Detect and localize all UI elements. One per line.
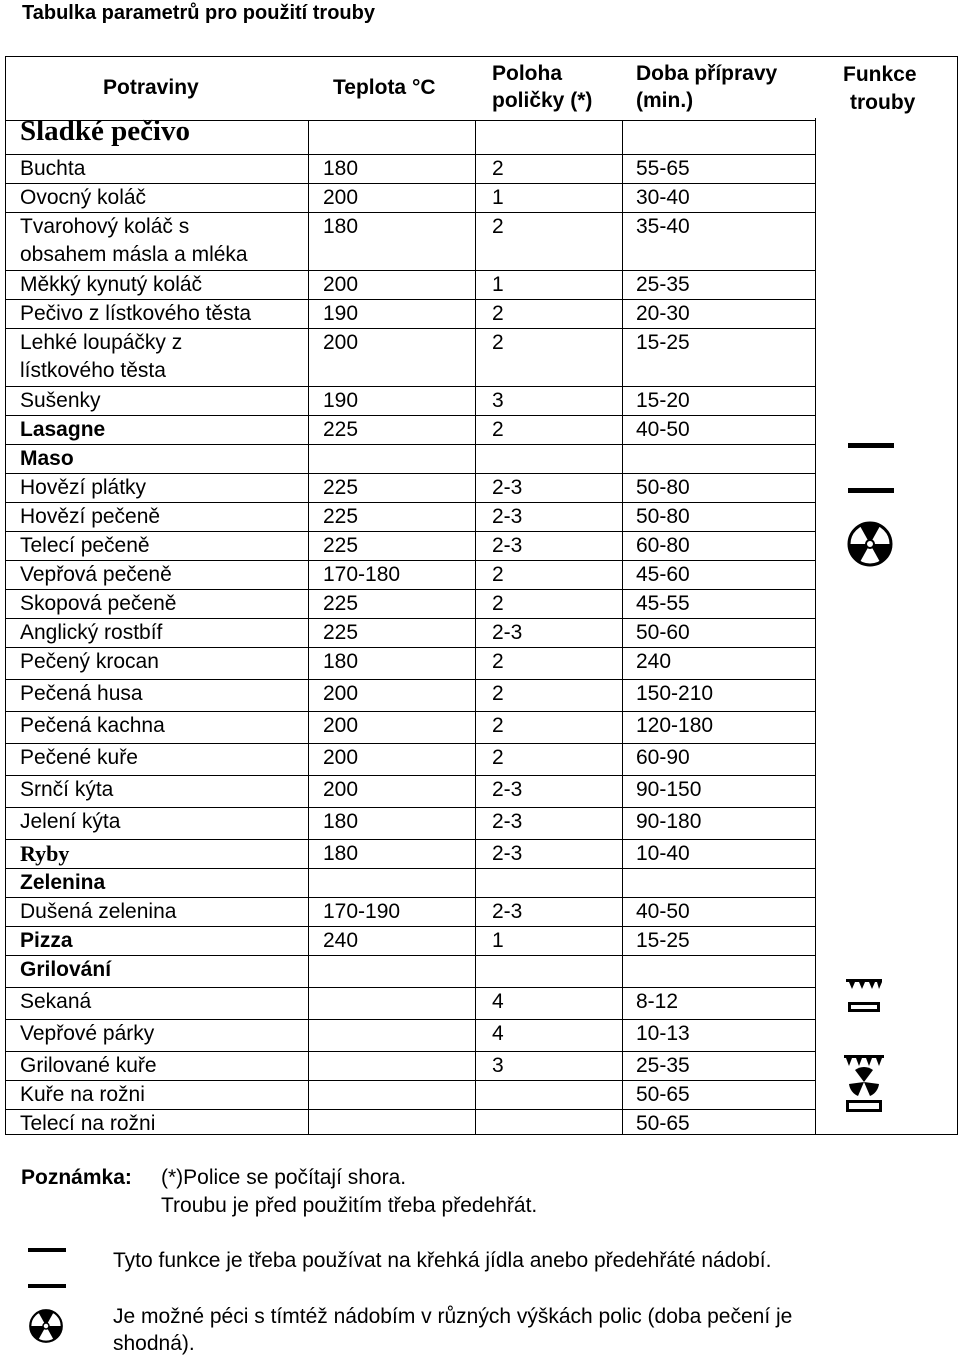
table-cell-shelf: 2 xyxy=(492,682,504,705)
table-cell-food: Lasagne xyxy=(20,418,106,441)
table-cell-time: 50-80 xyxy=(636,476,690,499)
note-line-1: (*)Police se počítají shora. xyxy=(161,1166,407,1189)
table-cell-food: Telecí pečeně xyxy=(20,534,150,557)
table-cell-time: 15-25 xyxy=(636,331,690,354)
table-cell-temp: 240 xyxy=(323,929,359,952)
table-cell-food: Ryby xyxy=(20,841,70,866)
table-cell-food: Zelenina xyxy=(20,871,106,894)
table-cell-shelf: 2-3 xyxy=(492,476,523,499)
table-cell-food: Pečená husa xyxy=(20,682,143,705)
table-cell-temp: 190 xyxy=(323,302,359,325)
table-cell-shelf: 2-3 xyxy=(492,900,523,923)
table-cell-food: Hovězí plátky xyxy=(20,476,147,499)
table-cell-time: 40-50 xyxy=(636,418,690,441)
row-divider xyxy=(6,926,816,927)
table-cell-temp: 200 xyxy=(323,714,359,737)
table-cell-time: 45-60 xyxy=(636,563,690,586)
header-shelf-1: Poloha xyxy=(492,62,563,85)
document-title: Tabulka parametrů pro použití trouby xyxy=(22,2,375,24)
table-cell-shelf: 2-3 xyxy=(492,534,523,557)
legend-line-2b: shodná). xyxy=(113,1332,195,1355)
legend-top-bottom-heat-icon xyxy=(27,1244,67,1292)
table-cell-time: 15-20 xyxy=(636,389,690,412)
table-cell-shelf: 2-3 xyxy=(492,505,523,528)
row-divider xyxy=(6,839,816,840)
table-cell-shelf: 1 xyxy=(492,929,504,952)
table-cell-temp: 180 xyxy=(323,842,359,865)
table-cell-temp: 180 xyxy=(323,810,359,833)
table-cell-time: 240 xyxy=(636,650,672,673)
column-divider xyxy=(815,118,816,1135)
table-cell-time: 10-13 xyxy=(636,1022,690,1045)
table-cell-shelf: 1 xyxy=(492,273,504,296)
header-time-1: Doba přípravy xyxy=(636,62,778,85)
table-cell-shelf: 1 xyxy=(492,186,504,209)
header-food: Potraviny xyxy=(103,76,199,99)
grill-icon xyxy=(844,978,884,1016)
table-cell-shelf: 2-3 xyxy=(492,810,523,833)
table-cell-food: Skopová pečeně xyxy=(20,592,177,615)
table-cell-time: 35-40 xyxy=(636,215,690,238)
row-divider xyxy=(6,868,816,869)
top-bottom-heat-icon xyxy=(846,436,896,502)
table-cell-time: 60-80 xyxy=(636,534,690,557)
column-divider xyxy=(308,120,309,1135)
table-cell-shelf: 2 xyxy=(492,592,504,615)
table-cell-temp: 225 xyxy=(323,505,359,528)
table-cell-food: Pečivo z lístkového těsta xyxy=(20,302,252,325)
table-cell-food: Ovocný koláč xyxy=(20,186,147,209)
table-cell-food: Grilované kuře xyxy=(20,1054,157,1077)
row-divider xyxy=(6,444,816,445)
table-cell-time: 8-12 xyxy=(636,990,679,1013)
table-cell-temp: 225 xyxy=(323,592,359,615)
table-cell-temp: 225 xyxy=(323,621,359,644)
header-shelf-2: poličky (*) xyxy=(492,89,593,112)
header-time-2: (min.) xyxy=(636,89,694,112)
table-cell-time: 90-180 xyxy=(636,810,702,833)
table-cell-food: Vepřové párky xyxy=(20,1022,155,1045)
table-cell-food: Grilování xyxy=(20,958,112,981)
table-cell-temp: 170-180 xyxy=(323,563,401,586)
table-cell-food: Lehké loupáčky z xyxy=(20,331,183,354)
legend-fan-icon xyxy=(28,1308,64,1344)
table-cell-temp: 180 xyxy=(323,650,359,673)
table-cell-time: 25-35 xyxy=(636,1054,690,1077)
header-func-2: trouby xyxy=(850,91,916,114)
table-cell-food: Pečený krocan xyxy=(20,650,159,673)
row-divider xyxy=(6,386,816,387)
table-cell-temp: 225 xyxy=(323,534,359,557)
legend-line-1: Tyto funkce je třeba používat na křehká jídla anebo předehřáté nádobí. xyxy=(113,1249,772,1272)
row-divider xyxy=(6,415,816,416)
table-cell-shelf: 2-3 xyxy=(492,842,523,865)
row-divider xyxy=(6,955,816,956)
table-cell-food-cont: obsahem másla a mléka xyxy=(20,243,248,266)
table-cell-time: 50-65 xyxy=(636,1112,690,1135)
header-func-1: Funkce xyxy=(843,63,917,86)
table-cell-food: Maso xyxy=(20,447,74,470)
row-divider xyxy=(6,987,816,988)
table-cell-shelf: 3 xyxy=(492,1054,504,1077)
column-divider xyxy=(475,120,476,1135)
table-cell-food: Telecí na rožni xyxy=(20,1112,156,1135)
table-cell-time: 55-65 xyxy=(636,157,690,180)
table-cell-food: Pečená kachna xyxy=(20,714,165,737)
table-cell-food: Pizza xyxy=(20,929,73,952)
table-cell-food: Sušenky xyxy=(20,389,101,412)
table-cell-temp: 180 xyxy=(323,215,359,238)
table-cell-temp: 225 xyxy=(323,418,359,441)
table-cell-food: Kuře na rožni xyxy=(20,1083,145,1106)
table-cell-shelf: 2 xyxy=(492,650,504,673)
table-cell-shelf: 3 xyxy=(492,389,504,412)
table-cell-food: Srnčí kýta xyxy=(20,778,114,801)
table-cell-food: Hovězí pečeně xyxy=(20,505,161,528)
table-cell-temp: 200 xyxy=(323,273,359,296)
table-cell-time: 50-65 xyxy=(636,1083,690,1106)
table-cell-temp: 170-190 xyxy=(323,900,401,923)
table-cell-shelf: 2 xyxy=(492,331,504,354)
table-cell-shelf: 2 xyxy=(492,157,504,180)
table-cell-time: 150-210 xyxy=(636,682,714,705)
table-cell-food: Jelení kýta xyxy=(20,810,121,833)
table-cell-food: Měkký kynutý koláč xyxy=(20,273,203,296)
table-cell-time: 60-90 xyxy=(636,746,690,769)
table-cell-food: Vepřová pečeně xyxy=(20,563,172,586)
table-cell-temp: 200 xyxy=(323,186,359,209)
table-cell-temp: 200 xyxy=(323,778,359,801)
table-cell-time: 10-40 xyxy=(636,842,690,865)
table-cell-shelf: 2 xyxy=(492,714,504,737)
fan-icon xyxy=(846,520,894,568)
table-cell-time: 120-180 xyxy=(636,714,714,737)
table-cell-time: 50-80 xyxy=(636,505,690,528)
table-cell-food: Anglický rostbíf xyxy=(20,621,163,644)
table-cell-temp: 200 xyxy=(323,331,359,354)
table-cell-temp: 200 xyxy=(323,682,359,705)
table-cell-time: 30-40 xyxy=(636,186,690,209)
table-cell-temp: 180 xyxy=(323,157,359,180)
table-cell-food: Dušená zelenina xyxy=(20,900,177,923)
table-cell-shelf: 2 xyxy=(492,215,504,238)
table-cell-time: 20-30 xyxy=(636,302,690,325)
table-cell-temp: 225 xyxy=(323,476,359,499)
table-cell-time: 50-60 xyxy=(636,621,690,644)
table-cell-time: 25-35 xyxy=(636,273,690,296)
table-cell-shelf: 2 xyxy=(492,302,504,325)
table-cell-time: 40-50 xyxy=(636,900,690,923)
table-cell-shelf: 2-3 xyxy=(492,621,523,644)
table-cell-shelf: 2 xyxy=(492,746,504,769)
row-divider xyxy=(6,154,816,155)
table-cell-shelf: 2 xyxy=(492,563,504,586)
table-cell-temp: 190 xyxy=(323,389,359,412)
legend-line-2a: Je možné péci s tímtéž nádobím v různých výškách polic (doba pečení je xyxy=(113,1305,793,1328)
table-cell-shelf: 2 xyxy=(492,418,504,441)
table-cell-temp: 200 xyxy=(323,746,359,769)
note-line-2: Troubu je před použitím třeba předehřát. xyxy=(161,1194,538,1217)
table-cell-shelf: 4 xyxy=(492,990,504,1013)
table-cell-time: 15-25 xyxy=(636,929,690,952)
grill-fan-icon xyxy=(842,1054,886,1114)
table-cell-shelf: 4 xyxy=(492,1022,504,1045)
table-cell-food: Sladké pečivo xyxy=(20,115,190,147)
table-cell-food: Sekaná xyxy=(20,990,92,1013)
table-cell-shelf: 2-3 xyxy=(492,778,523,801)
table-cell-time: 90-150 xyxy=(636,778,702,801)
table-cell-time: 45-55 xyxy=(636,592,690,615)
column-divider xyxy=(622,120,623,1135)
table-cell-food: Tvarohový koláč s xyxy=(20,215,190,238)
table-cell-food-cont: lístkového těsta xyxy=(20,359,166,382)
table-cell-food: Buchta xyxy=(20,157,86,180)
header-temp: Teplota °C xyxy=(333,76,436,99)
note-label: Poznámka: xyxy=(21,1166,132,1189)
table-cell-food: Pečené kuře xyxy=(20,746,138,769)
